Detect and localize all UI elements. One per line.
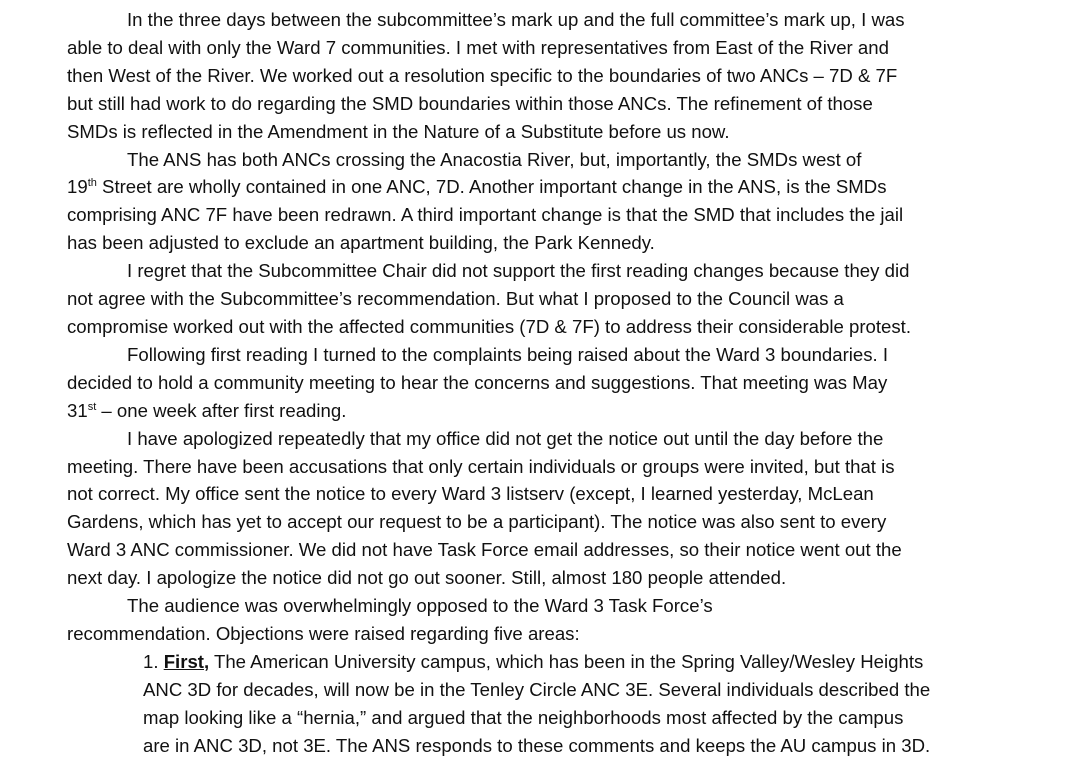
paragraph-subcommittee-chair: [67, 257, 1042, 341]
text-line: The ANS has both ANCs crossing the Anacostia River, but, importantly, the SMDs west of: [127, 148, 862, 170]
text-line: has been adjusted to exclude an apartment building, the Park Kennedy.: [67, 232, 655, 254]
line-rest: The American University campus, which has been in the Spring Valley/Wesley Heights: [209, 650, 924, 672]
text-line: [67, 397, 1042, 425]
text-line: decided to hold a community meeting to hear the concerns and suggestions. That meeting was May: [67, 371, 888, 393]
text-line: Following first reading I turned to the complaints being raised about the Ward 3 boundaries. I: [127, 343, 889, 365]
text-line: ANC 3D for decades, will now be in the Tenley Circle ANC 3E. Several individuals described the: [143, 678, 931, 700]
text-line: [67, 173, 1042, 201]
text-line: In the three days between the subcommittee’s mark up and the full committee’s mark up, I was: [127, 9, 905, 30]
list-number: 1.: [143, 650, 159, 672]
text-line: then West of the River. We worked out a resolution specific to the boundaries of two ANCs – 7D & 7F: [67, 64, 898, 86]
text-line: [143, 648, 1042, 676]
text-line: able to deal with only the Ward 7 communities. I met with representatives from East of the River and: [67, 36, 889, 58]
text-line: not correct. My office sent the notice to every Ward 3 listserv (except, I learned yesterday, McLean: [67, 483, 874, 505]
text-line: Ward 3 ANC commissioner. We did not have Task Force email addresses, so their notice went out the: [67, 539, 902, 561]
text-line: recommendation. Objections were raised regarding five areas:: [67, 622, 580, 644]
paragraph-apology-notice: [67, 425, 1042, 592]
document-body: [67, 6, 1042, 759]
ordinal-number: 31: [67, 399, 88, 421]
text-line: not agree with the Subcommittee’s recommendation. But what I proposed to the Council was a: [67, 288, 844, 310]
text-line: comprising ANC 7F have been redrawn. A third important change is that the SMD that includes the jail: [67, 204, 904, 226]
text-line: I regret that the Subcommittee Chair did not support the first reading changes because they did: [127, 260, 910, 282]
ordinal-suffix: st: [87, 400, 97, 413]
text-line: SMDs is reflected in the Amendment in the Nature of a Substitute before us now.: [67, 120, 730, 142]
text-line: meeting. There have been accusations that only certain individuals or groups were invited, but that is: [67, 455, 895, 477]
line-rest: – one week after first reading.: [96, 399, 347, 421]
paragraph-ans-changes: [67, 146, 1042, 258]
text-line: are in ANC 3D, not 3E. The ANS responds to these comments and keeps the AU campus in 3D.: [143, 734, 931, 756]
text-line: next day. I apologize the notice did not go out sooner. Still, almost 180 people attended.: [67, 567, 787, 589]
list-item-au-campus: [143, 648, 1042, 760]
paragraph-audience-objections: [67, 592, 1042, 648]
text-line: I have apologized repeatedly that my office did not get the notice out until the day before the: [127, 427, 884, 449]
text-line: map looking like a “hernia,” and argued that the neighborhoods most affected by the campus: [143, 706, 904, 728]
line-rest: Street are wholly contained in one ANC, 7D. Another important change in the ANS, is the SMDs: [96, 176, 887, 198]
text-line: but still had work to do regarding the SMD boundaries within those ANCs. The refinement of those: [67, 92, 873, 114]
text-line: Gardens, which has yet to accept our request to be a participant). The notice was also sent to every: [67, 511, 887, 533]
text-line: compromise worked out with the affected communities (7D & 7F) to address their considerable protest.: [67, 315, 911, 337]
paragraph-ward3-meeting: [67, 341, 1042, 425]
ordinal-suffix: th: [87, 177, 97, 190]
paragraph-ward7-markup: [67, 6, 1042, 146]
ordinal-number: 19: [67, 176, 88, 198]
list-lead-word: First,: [163, 650, 210, 672]
text-line: The audience was overwhelmingly opposed to the Ward 3 Task Force’s: [127, 595, 713, 617]
